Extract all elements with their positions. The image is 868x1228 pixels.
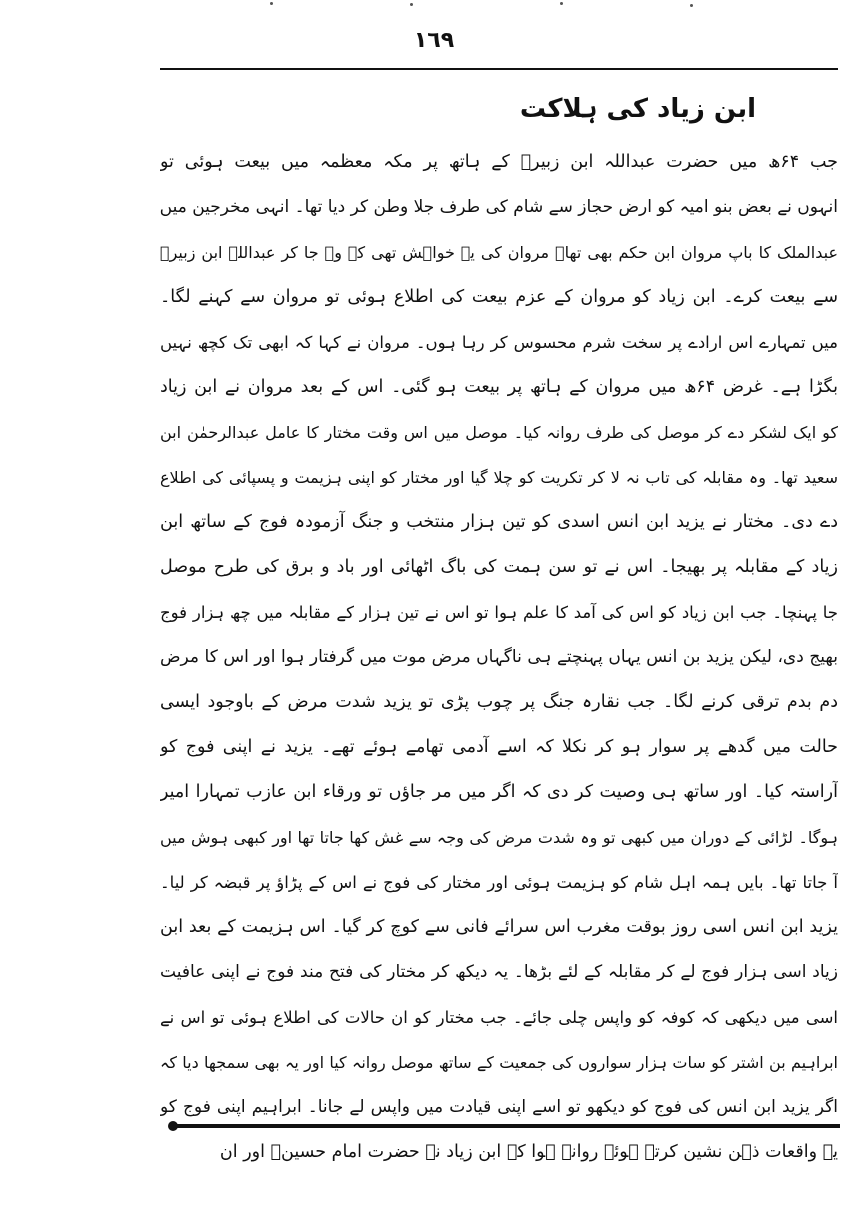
text-line: آراستہ کیا۔ اور ساتھ ہی وصیت کر دی کہ اگر میں مر جاؤں تو ورقاء ابن عازب تمہارا امیر xyxy=(160,782,838,802)
body-text xyxy=(160,140,838,1175)
text-line: بھیج دی، لیکن یزید بن انس یہاں پہنچتے ہی ناگہاں مرض موت میں گرفتار ہوا اور اس کا مرض xyxy=(160,647,838,667)
scan-speck xyxy=(410,3,413,6)
text-line: کو ایک لشکر دے کر موصل کی طرف روانہ کیا۔ موصل میں اس وقت مختار کا عامل عبدالرحمٰن ابن xyxy=(160,423,838,442)
text-line: آ جاتا تھا۔ بایں ہمہ اہل شام کو ہزیمت ہوئی اور مختار کی فوج نے اس کے پڑاؤ پر قبضہ کر لیا۔ xyxy=(160,873,838,892)
page-number: ١٦٩ xyxy=(413,28,455,53)
text-line: زیاد کے مقابلہ پر بھیجا۔ اس نے تو سن ہمت کی باگ اٹھائی اور باد و برق کی طرح موصل xyxy=(160,557,838,577)
text-line: دم بدم ترقی کرنے لگا۔ جب نقارہ جنگ پر چوب پڑی تو یزید شدت مرض کے باوجود ایسی xyxy=(160,692,838,712)
scan-speck xyxy=(690,4,693,7)
text-line: زیاد اسی ہزار فوج لے کر مقابلہ کے لئے بڑھا۔ یہ دیکھ کر مختار کی فتح مند فوج نے اپنی عافیت xyxy=(160,962,838,982)
scan-speck xyxy=(270,2,273,5)
text-line: یہ واقعات ذہن نشین کرتے ہوئے روانہ ہوا کہ ابن زیاد نے حضرت امام حسینؓ اور ان xyxy=(219,1142,838,1162)
text-line: یزید ابن انس اسی روز بوقت مغرب اس سرائے فانی سے کوچ کر گیا۔ اس ہزیمت کے بعد ابن xyxy=(160,917,838,937)
footer-rule-cap xyxy=(168,1121,178,1131)
section-heading: ابن زیاد کی ہلاکت xyxy=(519,94,756,124)
top-edge-marks xyxy=(0,0,868,10)
text-line: انہوں نے بعض بنو امیہ کو ارض حجاز سے شام کی طرف جلا وطن کر دیا تھا۔ انہی مخرجین میں xyxy=(160,197,838,217)
text-line: ہوگا۔ لڑائی کے دوران میں کبھی تو وہ شدت مرض کی وجہ سے غش کھا جاتا تھا اور کبھی ہوش میں xyxy=(160,828,838,847)
text-line: ابراہیم بن اشتر کو سات ہزار سواروں کی جمعیت کے ساتھ موصل روانہ کیا اور یہ بھی سمجھا دیا کہ xyxy=(160,1053,838,1072)
scan-speck xyxy=(560,2,563,5)
header-rule xyxy=(160,68,838,70)
text-line: اسی میں دیکھی کہ کوفہ کو واپس چلی جائے۔ جب مختار کو ان حالات کی اطلاع ہوئی تو اس نے xyxy=(160,1008,838,1027)
text-line: عبدالملک کا باپ مروان ابن حکم بھی تھا۔ مروان کی یہ خواہش تھی کہ وہ جا کر عبداللہ ابن زبیرؓ xyxy=(160,243,838,262)
footer-rule-bar xyxy=(172,1124,840,1128)
text-line: جب ۶۴ھ میں حضرت عبداللہ ابن زبیرؓ کے ہاتھ پر مکہ معظمہ میں بیعت ہوئی تو xyxy=(160,152,838,172)
text-line: دے دی۔ مختار نے یزید ابن انس اسدی کو تین ہزار منتخب و جنگ آزمودہ فوج کے ساتھ ابن xyxy=(160,512,838,532)
text-line: میں تمہارے اس ارادے پر سخت شرم محسوس کر رہا ہوں۔ مروان نے کہا کہ ابھی تک کچھ نہیں xyxy=(160,333,838,352)
text-line: سعید تھا۔ وہ مقابلہ کی تاب نہ لا کر تکریت کو چلا گیا اور مختار کو اپنی ہزیمت و پسپائی کی اطلاع xyxy=(160,468,838,487)
text-line: اگر یزید ابن انس کی فوج کو دیکھو تو اسے اپنی قیادت میں واپس لے جانا۔ ابراہیم اپنی فوج کو xyxy=(160,1097,838,1117)
text-line: جا پہنچا۔ جب ابن زیاد کو اس کی آمد کا علم ہوا تو اس نے تین ہزار کے مقابلہ میں چھ ہزار فوج xyxy=(160,603,838,622)
text-line: بگڑا ہے۔ غرض ۶۴ھ میں مروان کے ہاتھ پر بیعت ہو گئی۔ اس کے بعد مروان نے ابن زیاد xyxy=(160,377,838,397)
text-line: سے بیعت کرے۔ ابن زیاد کو مروان کے عزم بیعت کی اطلاع ہوئی تو مروان سے کہنے لگا۔ xyxy=(160,287,838,307)
footer-rule xyxy=(172,1124,840,1132)
text-line: حالت میں گدھے پر سوار ہو کر نکلا کہ اسے آدمی تھامے ہوئے تھے۔ یزید نے اپنی فوج کو xyxy=(160,737,838,757)
